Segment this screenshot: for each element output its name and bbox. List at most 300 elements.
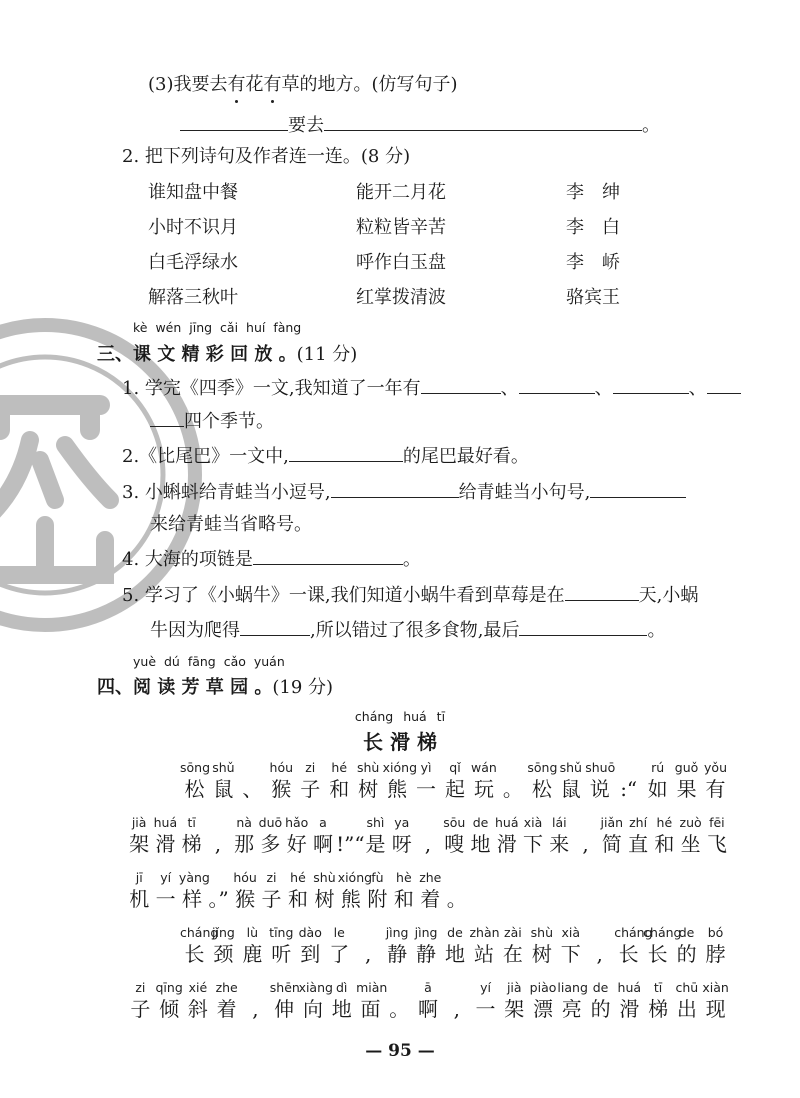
story-char	[354, 760, 383, 802]
story-hanzi: 猴	[271, 777, 292, 801]
story-hanzi: !”“	[336, 832, 365, 856]
match-item-col2-row2[interactable]: 粒粒皆辛苦	[356, 217, 446, 238]
story-char	[585, 760, 614, 802]
story-pinyin: jià	[131, 815, 147, 830]
story-char	[152, 870, 178, 912]
section-3-score: (11 分)	[296, 344, 358, 365]
story-hanzi: 坐	[680, 832, 701, 856]
story-pinyin: xiàn	[702, 980, 729, 995]
story-hanzi: 玩	[473, 777, 494, 801]
s3-q5-blank-2[interactable]	[240, 617, 310, 636]
story-pinyin: hóu	[269, 760, 294, 775]
story-hanzi: 面	[360, 997, 381, 1021]
s3-q1-line2	[150, 408, 274, 435]
q3-period: 。	[642, 115, 660, 136]
story-punct	[385, 980, 414, 1022]
s3-q5-blank-3[interactable]	[519, 617, 647, 636]
story-pinyin: hóu	[233, 870, 257, 885]
story-char	[494, 815, 520, 857]
story-pinyin: guǒ	[674, 760, 699, 775]
s3-q5-line1	[122, 582, 698, 609]
story-char	[389, 815, 415, 857]
story-pinyin: huá	[153, 815, 178, 830]
story-hanzi: 长	[618, 942, 639, 966]
story-char	[391, 870, 417, 912]
story-hanzi: 出	[676, 997, 697, 1021]
story-pinyin: shù	[530, 925, 553, 940]
story-pinyin: shǔ	[212, 760, 235, 775]
story-pinyin: cháng	[614, 925, 653, 940]
story-pinyin	[241, 980, 270, 996]
match-item-col2-row3[interactable]: 呼作白玉盘	[356, 252, 446, 273]
s3-q5-line2	[150, 617, 665, 644]
story-char	[383, 925, 412, 967]
story-pinyin: yàng	[178, 870, 210, 885]
story-hanzi: 的	[590, 997, 611, 1021]
story-pinyin: de	[678, 925, 695, 940]
s3-q4-text: 4. 大海的项链是	[122, 549, 253, 570]
story-pinyin	[354, 925, 383, 941]
story-pinyin: xié	[188, 980, 208, 995]
s3-q3-mid: 给青蛙当小句号,	[458, 482, 591, 503]
story-pinyin	[415, 815, 441, 831]
story-hanzi: 鼠	[213, 777, 234, 801]
story-char	[311, 870, 337, 912]
story-pinyin	[585, 925, 614, 941]
story-pinyin: qǐ	[449, 760, 461, 775]
story-hanzi: 多	[260, 832, 281, 856]
story-hanzi: 了	[329, 942, 350, 966]
story-char	[527, 760, 556, 802]
story-char	[180, 925, 219, 967]
section-3-title-text: 三、课 文 精 彩 回 放 。	[97, 344, 297, 365]
match-item-col3-row3[interactable]: 李 峤	[566, 252, 620, 273]
story-hanzi: 附	[367, 887, 388, 911]
story-pinyin: xióng	[382, 760, 417, 775]
story-pinyin: a	[319, 815, 327, 830]
story-char	[296, 760, 325, 802]
q3-text-b: 花	[245, 74, 264, 95]
story-pinyin	[205, 870, 231, 886]
story-hanzi: 树	[358, 777, 379, 801]
story-pinyin: hǎo	[285, 815, 309, 830]
story-hanzi: 。	[389, 997, 410, 1021]
story-char	[625, 815, 651, 857]
story-punct	[498, 760, 527, 802]
story-pinyin: jiǎn	[600, 815, 624, 830]
story-pinyin: bó	[707, 925, 724, 940]
story-punct	[205, 815, 231, 857]
story-hanzi: 亮	[561, 997, 582, 1021]
story-hanzi: 地	[444, 942, 465, 966]
story-char	[701, 925, 730, 967]
story-hanzi: 鼠	[560, 777, 581, 801]
story-char	[126, 870, 152, 912]
story-pinyin: shǔ	[559, 760, 582, 775]
story-pinyin: lái	[551, 815, 567, 830]
story-hanzi: 熊	[340, 887, 361, 911]
story-char	[643, 925, 682, 967]
story-char	[672, 925, 701, 967]
story-pinyin: chū	[675, 980, 699, 995]
story-pinyin: zi	[266, 870, 277, 885]
story-hanzi: ,	[582, 832, 589, 856]
story-punct	[354, 925, 383, 967]
story-pinyin: zi	[305, 760, 316, 775]
s3-q1-text: 1. 学完《四季》一文,我知道了一年有	[122, 378, 421, 399]
q3-dotted-char-1: 有	[228, 72, 246, 98]
s3-q1-sep-1: 、	[500, 378, 519, 399]
section-3-title	[97, 340, 357, 366]
story-hanzi: 梯	[648, 997, 669, 1021]
story-char	[258, 870, 284, 912]
s3-q2-line	[122, 443, 529, 470]
story-pinyin: sōng	[180, 760, 211, 775]
story-hanzi: 简	[601, 832, 622, 856]
story-pinyin: zuò	[679, 815, 702, 830]
story-char	[179, 815, 205, 857]
story-pinyin: dào	[298, 925, 322, 940]
s3-q3-blank-1[interactable]	[331, 479, 459, 498]
story-pinyin	[385, 980, 414, 996]
story-hanzi: 好	[286, 832, 307, 856]
story-hanzi: 一	[416, 777, 437, 801]
story-punct	[614, 760, 643, 802]
story-hanzi: ,	[596, 942, 603, 966]
story-pinyin: qīng	[155, 980, 183, 995]
s3-q2-text: 2.《比尾巴》一文中,	[122, 446, 289, 467]
story-char	[441, 815, 467, 857]
story-hanzi: 。”	[208, 887, 229, 911]
story-punct	[572, 815, 598, 857]
story-pinyin: xià	[523, 815, 543, 830]
s3-q2-end: 的尾巴最好看。	[402, 446, 529, 467]
story-pinyin: yǒu	[704, 760, 727, 775]
story-hanzi: 的	[676, 942, 697, 966]
story-punct	[585, 925, 614, 967]
story-char	[327, 980, 356, 1022]
story-char	[643, 760, 672, 802]
q3-blank-1[interactable]	[180, 112, 288, 131]
story-char	[672, 980, 701, 1022]
s3-q1-line1	[122, 375, 741, 402]
story-pinyin: yí	[160, 870, 172, 885]
story-char	[231, 815, 257, 857]
story-char	[285, 870, 311, 912]
story-pinyin	[442, 980, 471, 996]
story-char	[556, 760, 585, 802]
story-char	[178, 870, 210, 912]
q3-dotted-char-3: 有	[264, 72, 282, 98]
story-pinyin: jī	[135, 870, 143, 885]
story-char	[296, 925, 325, 967]
story-hanzi: 树	[531, 942, 552, 966]
q3-blank-2[interactable]	[324, 112, 642, 131]
story-punct	[444, 870, 470, 912]
s3-q5-mid: 天,小蜗	[638, 585, 699, 606]
story-char	[615, 980, 644, 1022]
story-hanzi: 下	[560, 942, 581, 966]
story-punct	[238, 760, 267, 802]
story-char	[500, 980, 529, 1022]
story-pinyin: duō	[258, 815, 283, 830]
story-hanzi: 鹿	[242, 942, 263, 966]
story-hanzi: 样	[182, 887, 203, 911]
story-char	[212, 980, 241, 1022]
match-item-col3-row1[interactable]: 李 绅	[566, 182, 620, 203]
story-pinyin: tīng	[269, 925, 294, 940]
match-item-col2-row4[interactable]: 红掌拨清波	[356, 287, 446, 308]
s3-q5-text-2: 牛因为爬得	[150, 620, 240, 641]
q3-yaoqu: 要去	[288, 115, 324, 136]
story-pinyin: xiàng	[298, 980, 333, 995]
story-pinyin: huá	[617, 980, 642, 995]
story-hanzi: 着	[216, 997, 237, 1021]
s3-q2-blank[interactable]	[289, 443, 403, 462]
story-pinyin: ā	[424, 980, 432, 995]
story-char	[270, 980, 299, 1022]
story-punct	[205, 870, 231, 912]
story-pinyin: hé	[290, 870, 306, 885]
story-pinyin: zhe	[419, 870, 442, 885]
story-hanzi: 有	[705, 777, 726, 801]
s3-q4-line	[122, 546, 421, 573]
story-pinyin: shù	[356, 760, 380, 775]
story-pinyin: jìng	[385, 925, 409, 940]
match-item-col2-row1[interactable]: 能开二月花	[356, 182, 446, 203]
story-pinyin: fēi	[709, 815, 725, 830]
story-hanzi: 飞	[706, 832, 727, 856]
story-hanzi: 子	[300, 777, 321, 801]
story-pinyin: dì	[335, 980, 348, 995]
story-char	[310, 815, 336, 857]
section-4-score: (19 分)	[272, 677, 334, 698]
story-hanzi: ,	[214, 832, 222, 856]
story-char	[441, 925, 470, 967]
story-pinyin	[205, 815, 231, 831]
story-pinyin: tī	[187, 815, 196, 830]
story-pinyin: huá	[495, 815, 519, 830]
story-pinyin	[444, 870, 470, 886]
story-hanzi: 颈	[213, 942, 234, 966]
story-title: 长 滑 梯	[363, 730, 437, 754]
story-pinyin: zi	[135, 980, 146, 995]
story-pinyin: shuō	[585, 760, 616, 775]
story-hanzi: 子	[261, 887, 282, 911]
story-pinyin	[614, 760, 643, 776]
story-hanzi: 着	[420, 887, 441, 911]
story-hanzi: 斜	[187, 997, 208, 1021]
story-char	[238, 925, 267, 967]
story-pinyin: yì	[420, 760, 432, 775]
question-2-label: 2. 把下列诗句及作者连一连。(8 分)	[122, 146, 411, 167]
story-hanzi: 脖	[705, 942, 726, 966]
s3-q1-blank-2[interactable]	[519, 375, 595, 394]
story-hanzi: 地	[470, 832, 491, 856]
story-pinyin: hé	[331, 760, 348, 775]
story-pinyin: cháng	[643, 925, 682, 940]
story-char	[527, 925, 556, 967]
story-hanzi: 到	[300, 942, 321, 966]
story-hanzi: 来	[549, 832, 570, 856]
story-hanzi: 直	[628, 832, 649, 856]
story-char	[498, 925, 527, 967]
story-char	[362, 815, 388, 857]
story-hanzi: ,	[364, 942, 372, 966]
story-hanzi: 滑	[155, 832, 176, 856]
s3-q3-line1	[122, 479, 686, 506]
s3-q1-blank-4a[interactable]	[707, 375, 741, 394]
story-char	[284, 815, 310, 857]
s3-q5-blank-1[interactable]	[565, 582, 639, 601]
story-pinyin: zhe	[215, 980, 238, 995]
story-hanzi: 下	[523, 832, 544, 856]
s3-q3-line2: 来给青蛙当省略号。	[150, 514, 312, 535]
story-hanzi: 和	[654, 832, 675, 856]
story-hanzi: :“	[620, 777, 638, 801]
story-char	[546, 815, 572, 857]
s3-q4-end: 。	[402, 549, 421, 570]
story-hanzi: 架	[129, 832, 150, 856]
story-hanzi: 伸	[274, 997, 295, 1021]
story-char	[267, 760, 296, 802]
story-hanzi: 和	[287, 887, 308, 911]
s3-q3-blank-2[interactable]	[590, 479, 686, 498]
story-hanzi: ,	[424, 832, 432, 856]
story-hanzi: 熊	[387, 777, 408, 801]
story-hanzi: 架	[504, 997, 525, 1021]
story-hanzi: 梯	[181, 832, 202, 856]
story-char	[599, 815, 625, 857]
story-char	[651, 815, 677, 857]
story-hanzi: 呀	[391, 832, 412, 856]
s3-q1-sep-2: 、	[594, 378, 613, 399]
story-pinyin: le	[333, 925, 345, 940]
story-char	[414, 980, 443, 1022]
story-char	[529, 980, 558, 1022]
story-char	[356, 980, 388, 1022]
story-pinyin: miàn	[356, 980, 388, 995]
story-punct	[241, 980, 270, 1022]
s3-q1-blank-3[interactable]	[613, 375, 689, 394]
story-hanzi: 那	[234, 832, 255, 856]
story-pinyin: cháng	[180, 925, 219, 940]
story-hanzi: 是	[365, 832, 386, 856]
story-char	[614, 925, 653, 967]
match-item-col1-row1[interactable]: 谁知盘中餐	[148, 182, 238, 203]
section-4-title-text: 四、阅 读 芳 草 园 。	[97, 677, 273, 698]
story-char	[701, 760, 730, 802]
s3-q1-blank-1[interactable]	[421, 375, 501, 394]
s3-q4-blank[interactable]	[253, 546, 403, 565]
story-hanzi: 树	[314, 887, 335, 911]
story-char	[520, 815, 546, 857]
story-hanzi: 如	[647, 777, 668, 801]
story-pinyin: wán	[471, 760, 497, 775]
story-pinyin: jià	[506, 980, 522, 995]
story-char	[337, 870, 373, 912]
story-char	[382, 760, 417, 802]
page-number: — 95 —	[365, 1041, 435, 1061]
q3-text-c: 草的地方。(仿写句子)	[281, 74, 458, 95]
story-char	[257, 815, 283, 857]
story-hanzi: 嗖	[444, 832, 465, 856]
story-pinyin: yí	[480, 980, 491, 995]
story-char	[209, 760, 238, 802]
story-char	[184, 980, 213, 1022]
story-pinyin: shēn	[269, 980, 300, 995]
story-hanzi: 一	[155, 887, 176, 911]
match-item-col3-row2[interactable]: 李 白	[566, 217, 620, 238]
story-pinyin: de	[447, 925, 463, 940]
story-char	[155, 980, 184, 1022]
story-hanzi: 长	[647, 942, 668, 966]
s3-q5-text-3: ,所以错过了很多食物,最后	[310, 620, 520, 641]
question-3-line	[148, 72, 458, 98]
story-hanzi: 和	[329, 777, 350, 801]
story-pinyin	[238, 760, 267, 776]
story-char	[704, 815, 730, 857]
match-item-col1-row4[interactable]: 解落三秋叶	[148, 287, 238, 308]
story-char	[364, 870, 390, 912]
story-hanzi: 起	[444, 777, 465, 801]
story-hanzi: ,	[252, 997, 259, 1021]
story-char	[325, 760, 354, 802]
s3-q1-end: 四个季节。	[184, 411, 274, 432]
story-hanzi: 听	[271, 942, 292, 966]
story-hanzi: 松	[531, 777, 552, 801]
story-hanzi: 滑	[496, 832, 517, 856]
story-pinyin: fù	[371, 870, 384, 885]
story-title-pinyin: cháng huá tī	[354, 709, 446, 724]
story-char	[441, 760, 470, 802]
story-hanzi: ,	[453, 997, 460, 1021]
story-hanzi: 和	[393, 887, 414, 911]
s3-q1-blank-4b[interactable]	[150, 408, 184, 427]
story-hanzi: 在	[502, 942, 523, 966]
story-pinyin: shì	[366, 815, 385, 830]
story-pinyin: ya	[394, 815, 410, 830]
story-pinyin: rú	[651, 760, 665, 775]
story-hanzi: 啊	[312, 832, 333, 856]
match-item-col1-row2[interactable]: 小时不识月	[148, 217, 238, 238]
story-char	[412, 925, 441, 967]
story-pinyin	[498, 760, 527, 776]
story-hanzi: 静	[387, 942, 408, 966]
story-pinyin: hè	[396, 870, 412, 885]
story-hanzi: 果	[676, 777, 697, 801]
story-punct	[442, 980, 471, 1022]
story-char	[701, 980, 730, 1022]
section-3-pinyin: kè wén jīng cǎi huí fàng	[133, 320, 302, 335]
story-char	[412, 760, 441, 802]
story-pinyin	[572, 815, 598, 831]
story-hanzi: 啊	[417, 997, 438, 1021]
story-pinyin: jǐng	[212, 925, 235, 940]
story-hanzi: 滑	[619, 997, 640, 1021]
story-char	[180, 760, 209, 802]
story-hanzi: 松	[184, 777, 205, 801]
story-char	[677, 815, 703, 857]
section-4-pinyin: yuè dú fāng cǎo yuán	[133, 654, 285, 669]
match-item-col1-row3[interactable]: 白毛浮绿水	[148, 252, 238, 273]
story-char	[152, 815, 178, 857]
story-hanzi: 猴	[235, 887, 256, 911]
section-4-title	[97, 673, 333, 699]
story-pinyin: zhàn	[469, 925, 500, 940]
story-pinyin: tī	[653, 980, 663, 995]
match-item-col3-row4[interactable]: 骆宾王	[566, 287, 620, 308]
